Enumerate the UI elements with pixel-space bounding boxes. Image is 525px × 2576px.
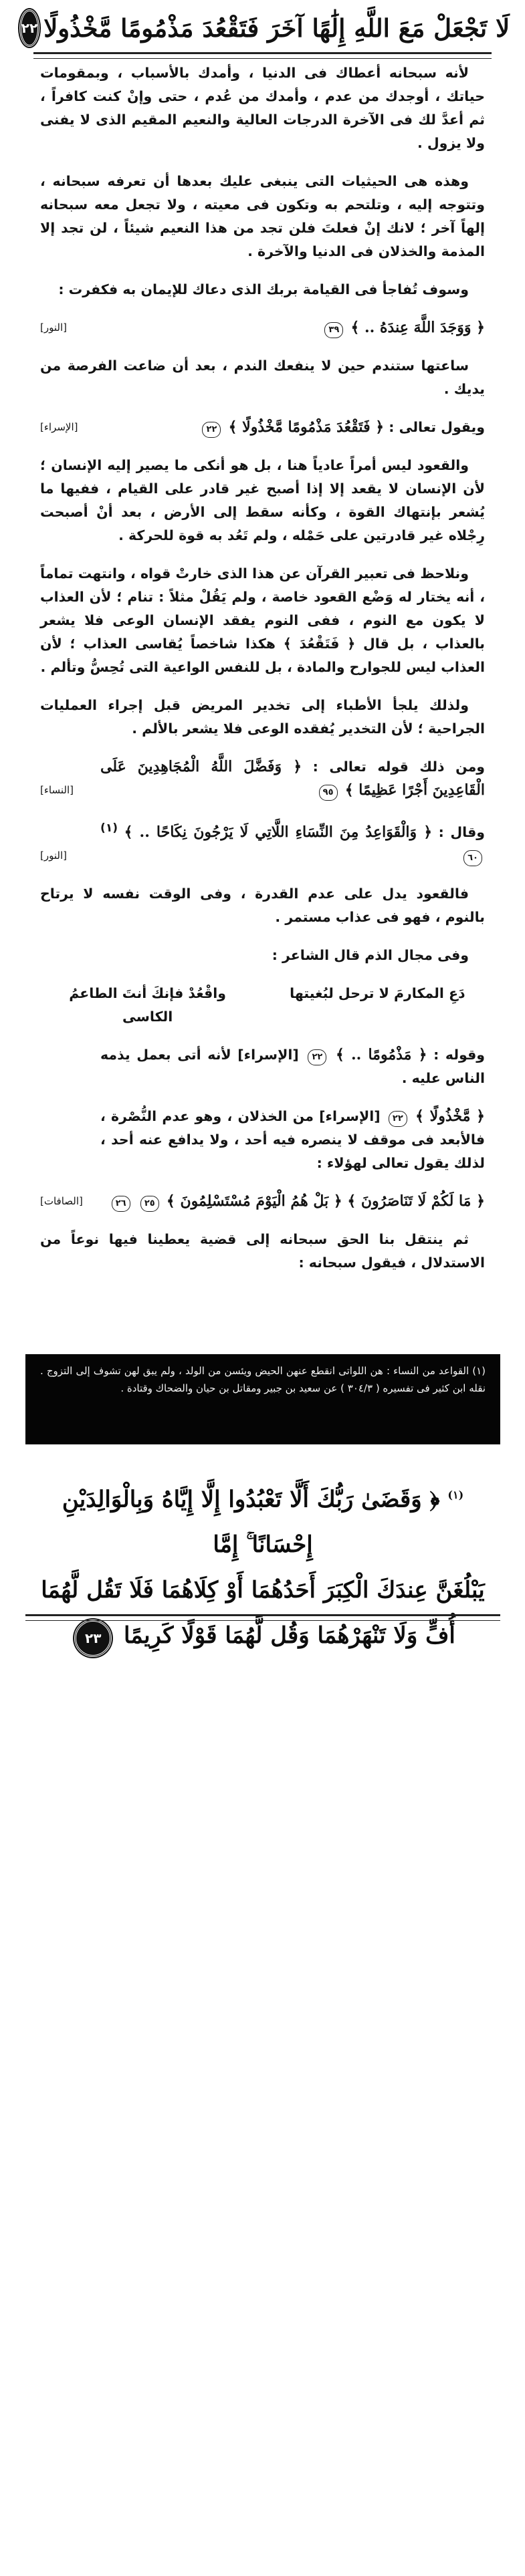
verse-text: ﴿ مَّخْذُولًا ﴾ <box>415 1107 486 1125</box>
banner-verse-text: لَا تَجْعَلْ مَعَ اللَّهِ إِلَٰهًا آخَرَ فَتَقْعُدَ مَذْمُومًا مَّخْذُولًا <box>43 13 510 43</box>
paragraph: وفى مجال الذم قال الشاعر : <box>272 946 469 963</box>
surah-reference-inline: [الإسراء] <box>237 1046 299 1063</box>
ayah-number: ٦٠ <box>463 850 482 866</box>
paragraph: وهذه هى الحيثيات التى ينبغى عليك بعدها أن تعرفه سبحانه ، وتتوجه إليه ، وتلتحم به وتكون فى معيته ، ولا تجعل معه سبحانه إلهاً آخر ؛ لانك إنْ فعلتَ فلن تجد من هذا النعيم شيئاً ، لن تجد إلا المذمة والخذلان فى الدنيا والآخرة . <box>40 173 485 259</box>
ayah-number: ٢٢ <box>202 422 221 438</box>
ayah-medallion-icon: ٢٣ <box>74 1620 112 1657</box>
footnote-marker: (١) <box>447 1489 464 1501</box>
quoted-verse <box>40 1043 485 1090</box>
verse-intro: ويقول تعالى : <box>389 419 485 435</box>
paragraph: ثم ينتقل بنا الحق سبحانه إلى قضية يعطينا فيها نوعاً من الاستدلال ، فيقول سبحانه : <box>40 1231 485 1271</box>
verse-text: ﴿ وَوَجَدَ اللَّهَ عِندَهُ .. ﴾ <box>350 319 485 336</box>
paragraph: فالقعود يدل على عدم القدرة ، وفى الوقت نفسه لا يرتاح بالنوم ، فهو فى عذاب مستمر . <box>40 885 485 925</box>
panel-rule <box>25 1614 500 1621</box>
ayah-number: ٢٢ <box>389 1111 407 1127</box>
verse-intro: ومن ذلك قوله تعالى : <box>312 759 485 775</box>
verse-line <box>32 1472 494 1567</box>
next-verse-panel <box>25 1467 500 1650</box>
paragraph: ولذلك يلجأ الأطباء إلى تخدير المريض قبل إجراء العمليات الجراحية ؛ لأن التخدير يُفقده الوعى فلا يشعر بالألم . <box>40 697 485 737</box>
verse-text: ﴿ وَالْقَوَاعِدُ مِنَ النِّسَاءِ اللَّاتِي لَا يَرْجُونَ نِكَاحًا .. ﴾ <box>124 823 433 841</box>
paragraph: لأنه سبحانه أعطاك فى الدنيا ، وأمدك بالأسباب ، وبمقومات حياتك ، أوجدك من عدم ، وأمدك من عُدم ، حتى وإنْ كنت كافراً ، ثم أعدَّ لك فى الآخرة الدرجات العالية والنعيم المقيم الذى لا يفنى ولا يزول . <box>40 65 485 151</box>
commentary-text <box>40 61 485 1289</box>
surah-reference: [الصافات] <box>40 1194 83 1207</box>
quoted-verse <box>40 1190 485 1213</box>
verse-text: ﴿ وَفَضَّلَ اللَّهُ الْمُجَاهِدِينَ عَلَى الْقَاعِدِينَ أَجْرًا عَظِيمًا ﴾ <box>100 758 485 799</box>
paragraph: ونلاحظ فى تعبير القرآن عن هذا الذى خارتْ قواه ، وانتهت تماماً ، أنه يختار له وَضْع القعود خاصة ، ولم يَقُلْ مثلاً : تنام ؛ لأن العذاب لا يكون مع النوم ، ففى النوم يفقد الإنسان الوعى فلا يشعر بالعذاب ، بل قال ﴿ فَتَقْعُدَ ﴾ هكذا شاخصاً يُقاسى العذاب ؛ لأن العذاب ليس للجوارح والمادة ، بل للنفس الواعية التى تُحِسُّ وتألم . <box>40 565 485 675</box>
ayah-number: ٢٦ <box>112 1196 130 1212</box>
verse-banner <box>20 0 510 56</box>
verse-intro: وقوله : <box>433 1046 486 1063</box>
ayah-number: ٢٢ <box>308 1049 326 1065</box>
next-verse-lines <box>25 1467 500 1658</box>
verse-text: ﴿ مَا لَكُمْ لَا تَنَاصَرُونَ ﴾ ﴿ بَلْ هُمُ الْيَوْمَ مُسْتَسْلِمُونَ ﴾ <box>166 1192 485 1210</box>
quoted-verse <box>40 755 485 802</box>
paragraph: وسوف تُفاجأ فى القيامة بربك الذى دعاك للإيمان به فكفرت : <box>58 281 469 297</box>
footnote-marker: (١) <box>100 821 118 835</box>
ayah-number: ٢٥ <box>140 1196 159 1212</box>
verse-text: ﴿ مَذْمُومًا .. ﴾ <box>336 1045 427 1063</box>
poem-hemistich-second: واقْعُدْ فإنكَ أنتَ الطاعمُ الكاسى <box>69 985 227 1025</box>
paragraph: والقعود ليس أمراً عادياً هنا ، بل هو أنكى ما يصير إليه الإنسان ؛ لأن الإنسان لا يقعد إلا إذا أصبح غير قادر على القيام ، ففيها ما يُشعر بإنتهاك القوة ، وكأنه سقط إلى الأرض ، بعد أنْ أصبحت رِجْلاه غير قادرتين على حَمْله ، ولم تَعُد به قوة للحركة . <box>40 457 485 543</box>
poem-verse <box>40 982 485 1029</box>
quoted-verse <box>40 416 485 439</box>
banner-rule <box>33 52 492 59</box>
quoted-verse <box>40 817 485 868</box>
surah-reference: [النساء] <box>40 784 74 796</box>
verse-text: ﴿ فَتَقْعُدَ مَذْمُومًا مَّخْذُولًا ﴾ <box>228 418 385 436</box>
quoted-verse <box>40 316 485 340</box>
poem-hemistich-first: دَعِ المكارمَ لا ترحل لبُغيتها <box>290 985 465 1001</box>
verse-line: يَبْلُغَنَّ عِندَكَ الْكِبَرَ أَحَدُهُمَا أَوْ كِلَاهُمَا فَلَا تَقُل لَّهُمَا <box>41 1577 485 1604</box>
verse-comment: من الخذلان ، وهو عدم النُّصْرة ، فالأبعد فى موقف لا ينصره فيه أحد ، ولا يدافع عنه أحد ، لذلك يقول تعالى لهؤلاء : <box>100 1108 485 1171</box>
footnote-text: (١) القواعد من النساء : هن اللواتى انقطع عنهن الحيض ويئسن من الولد ، ولم يبق لهن تشوف إلى التزوج . نقله ابن كثير فى تفسيره ( ٣٠٤/٣ ) عن سعيد بن جبير ومقاتل بن حيان والضحاك وقتادة . <box>40 1365 486 1394</box>
quoted-verse <box>40 1105 485 1175</box>
surah-reference-inline: [الإسراء] <box>319 1108 381 1124</box>
surah-reference: [الإسراء] <box>40 421 78 433</box>
footnote-box <box>25 1354 500 1444</box>
surah-reference: [النور] <box>40 849 67 862</box>
surah-reference: [النور] <box>40 321 67 334</box>
ayah-medallion-icon: ٢٢ <box>19 9 39 47</box>
paragraph: ساعتها ستندم حين لا ينفعك الندم ، بعد أن ضاعت الفرصة من يديك . <box>40 358 485 397</box>
ayah-number: ٩٥ <box>319 785 338 801</box>
verse-line-text: ﴿ وَقَضَىٰ رَبُّكَ أَلَّا تَعْبُدُوا إِلَّا إِيَّاهُ وَبِالْوَالِدَيْنِ إِحْسَانًا ۚ إِمَّا <box>62 1486 440 1559</box>
verse-comment: لأنه أتى بعمل يذمه الناس عليه . <box>100 1046 485 1086</box>
verse-intro: وقال : <box>438 823 485 840</box>
verse-line-text: أُفٍّ وَلَا تَنْهَرْهُمَا وَقُل لَّهُمَا قَوْلًا كَرِيمًا <box>124 1622 455 1650</box>
ayah-number: ٣٩ <box>324 322 343 338</box>
